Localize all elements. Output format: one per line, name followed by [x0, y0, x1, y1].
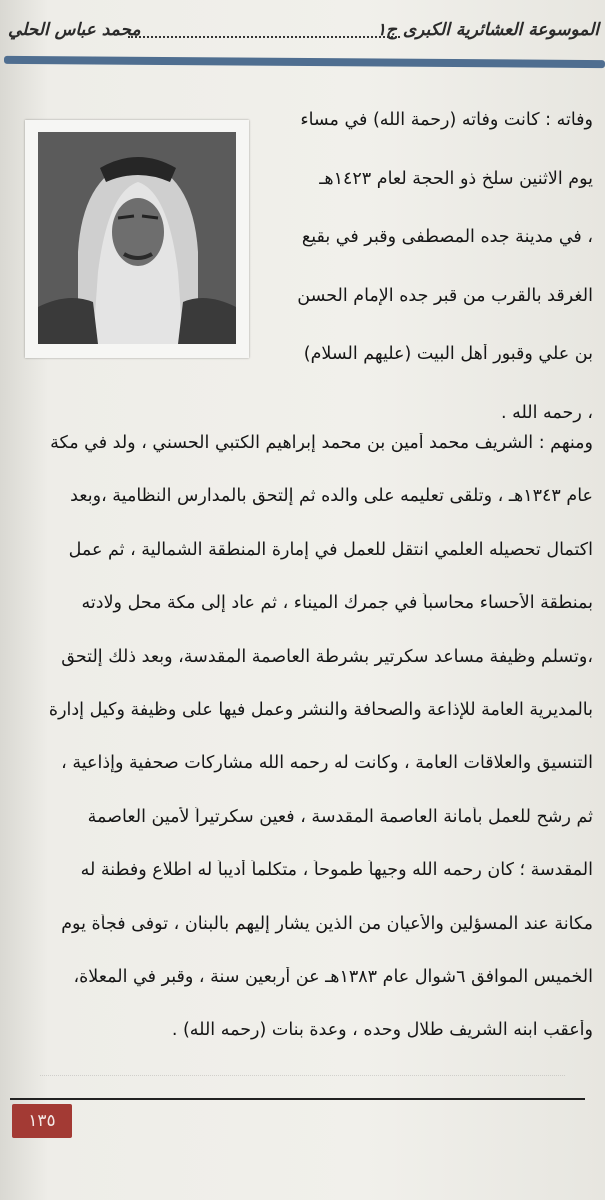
footer-rule — [10, 1098, 585, 1100]
text-line: عام ١٣٤٣هـ ، وتلقى تعليمه على والده ثم إلتحق بالمدارس النظامية ،وبعد — [70, 486, 593, 507]
text-line: المقدسة ؛ كان رحمه الله وجيهاً طموحاً ، متكلماً أديباً له اطلاع وفطنة له — [80, 860, 593, 881]
running-header — [0, 14, 605, 56]
header-dotted-leader — [128, 36, 400, 38]
paragraph-death-notice — [258, 110, 593, 461]
text-line: ثم رشح للعمل بأمانة العاصمة المقدسة ، فعين سكرتيراً لأمين العاصمة — [87, 806, 593, 827]
show-through-text — [40, 1075, 565, 1086]
text-line: بن علي وقبور أهل البيت (عليهم السلام) — [303, 344, 593, 364]
text-line: مكانة عند المسؤلين والأعيان من الذين يشار إليهم بالبنان ، توفى فجأة يوم — [61, 913, 593, 934]
text-line: ، في مدينة جده المصطفى وقبر في بقيع — [301, 227, 593, 247]
header-book-title: الموسوعة العشائرية الكبرى ج١ — [376, 20, 599, 40]
text-line: بمنطقة الأحساء محاسباً في جمرك الميناء ، ثم عاد إلى مكة محل ولادته — [81, 593, 593, 614]
text-line: وأعقب ابنه الشريف طلال وحده ، وعدة بنات (رحمه الله) . — [171, 1020, 593, 1041]
text-line: ،وتسلم وظيفة مساعد سكرتير بشرطة العاصمة المقدسة، وبعد ذلك إلتحق — [61, 646, 593, 667]
portrait-photo — [38, 132, 236, 344]
text-line: ، رحمه الله . — [500, 402, 593, 423]
text-line: التنسيق والعلاقات العامة ، وكانت له رحمه الله مشاركات صحفية وإذاعية ، — [61, 753, 593, 774]
text-line: وفاته : كانت وفاته (رحمة الله) في مساء — [300, 110, 593, 130]
portrait-frame — [25, 120, 249, 358]
header-rule — [4, 56, 605, 68]
text-line: الخميس الموافق ٦شوال عام ١٣٨٣هـ عن أربعين سنة ، وقبر في المعلاة، — [73, 966, 593, 987]
text-line: بالمديرية العامة للإذاعة والصحافة والنشر وعمل فيها على وظيفة وكيل إدارة — [48, 699, 593, 720]
text-line: يوم الاثنين سلخ ذو الحجة لعام ١٤٢٣هـ — [319, 168, 593, 189]
paragraph-biography — [1, 433, 593, 1074]
text-line: اكتمال تحصيله العلمي انتقل للعمل في إمارة المنطقة الشمالية ، ثم عمل — [68, 539, 593, 560]
header-author: محمد عباس الحلي — [8, 20, 141, 40]
text-line: الغرقد بالقرب من قبر جده الإمام الحسن — [297, 285, 593, 306]
page-number-badge: ١٣٥ — [12, 1104, 72, 1138]
text-line: ومنهم : الشريف محمد أمين بن محمد إبراهيم الكتبي الحسني ، ولد في مكة — [50, 433, 593, 453]
